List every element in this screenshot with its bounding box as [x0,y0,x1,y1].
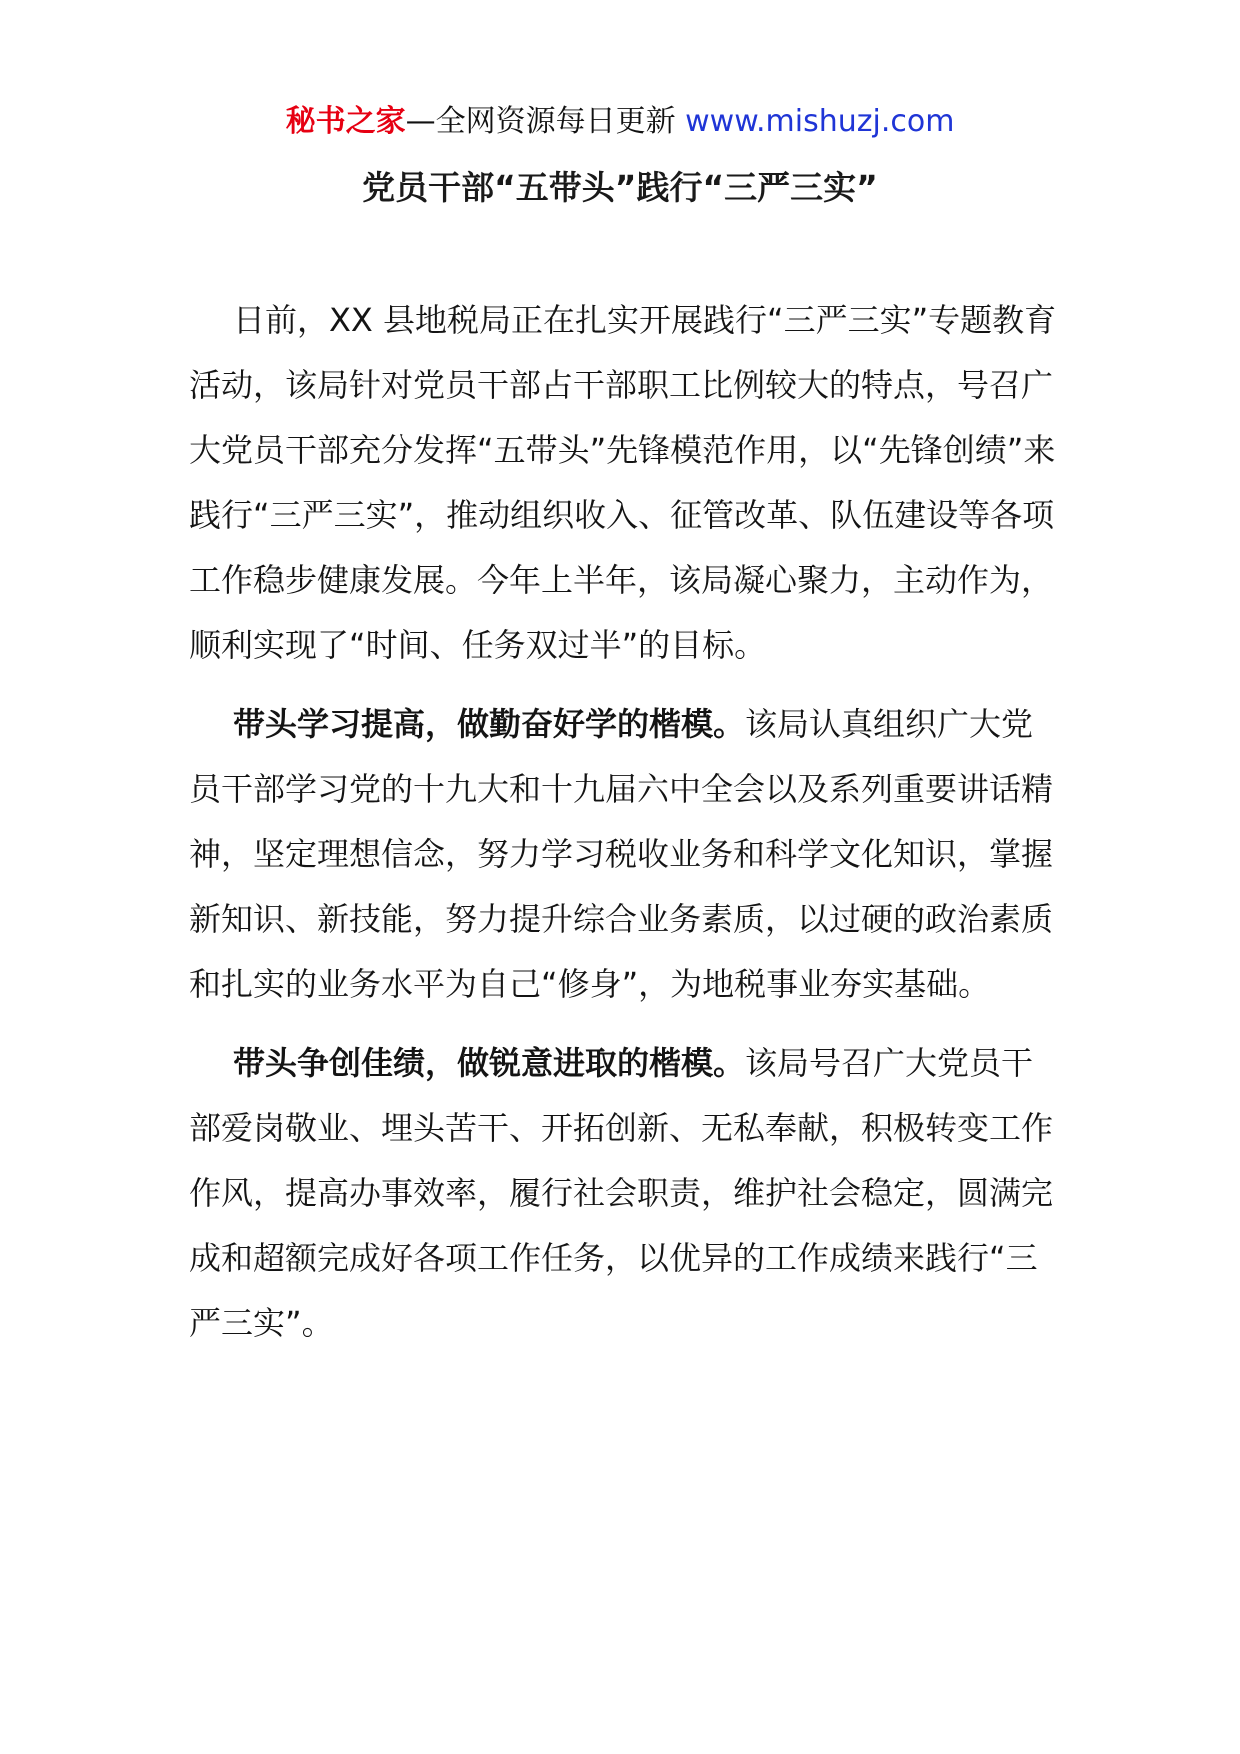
site-slogan: —全网资源每日更新 [405,104,686,139]
site-header [0,100,1240,144]
paragraph-achievement [189,1031,1057,1356]
paragraph-study [189,692,1057,1017]
paragraph-intro [189,288,1057,678]
site-url-link[interactable]: www.mishuzj.com [685,104,955,139]
paragraph-lead: 带头争创佳绩，做锐意进取的楷模。 [233,1044,746,1082]
paragraph-text: 该局号召广大党员干部爱岗敬业、埋头苦干、开拓创新、无私奉献，积极转变工作作风，提高办事效率，履行社会职责，维护社会稳定，圆满完成和超额完成好各项工作任务，以优异的工作成绩来践行“三严三实”。 [189,1044,1054,1342]
article-body [189,288,1057,1370]
document-title: 党员干部“五带头”践行“三严三实” [362,168,878,207]
paragraph-text: 该局认真组织广大党员干部学习党的十九大和十九届六中全会以及系列重要讲话精神，坚定理想信念，努力学习税收业务和科学文化知识，掌握新知识、新技能，努力提升综合业务素质，以过硬的政治素质和扎实的业务水平为自己“修身”，为地税事业夯实基础。 [189,705,1054,1003]
paragraph-text: 日前，XX 县地税局正在扎实开展践行“三严三实”专题教育活动，该局针对党员干部占干部职工比例较大的特点，号召广大党员干部充分发挥“五带头”先锋模范作用，以“先锋创绩”来践行“三严三实”，推动组织收入、征管改革、队伍建设等各项工作稳步健康发展。今年上半年，该局凝心聚力，主动作为，顺利实现了“时间、任务双过半”的目标。 [189,301,1057,664]
brand-name: 秘书之家 [285,104,406,139]
paragraph-lead: 带头学习提高，做勤奋好学的楷模。 [233,705,746,743]
